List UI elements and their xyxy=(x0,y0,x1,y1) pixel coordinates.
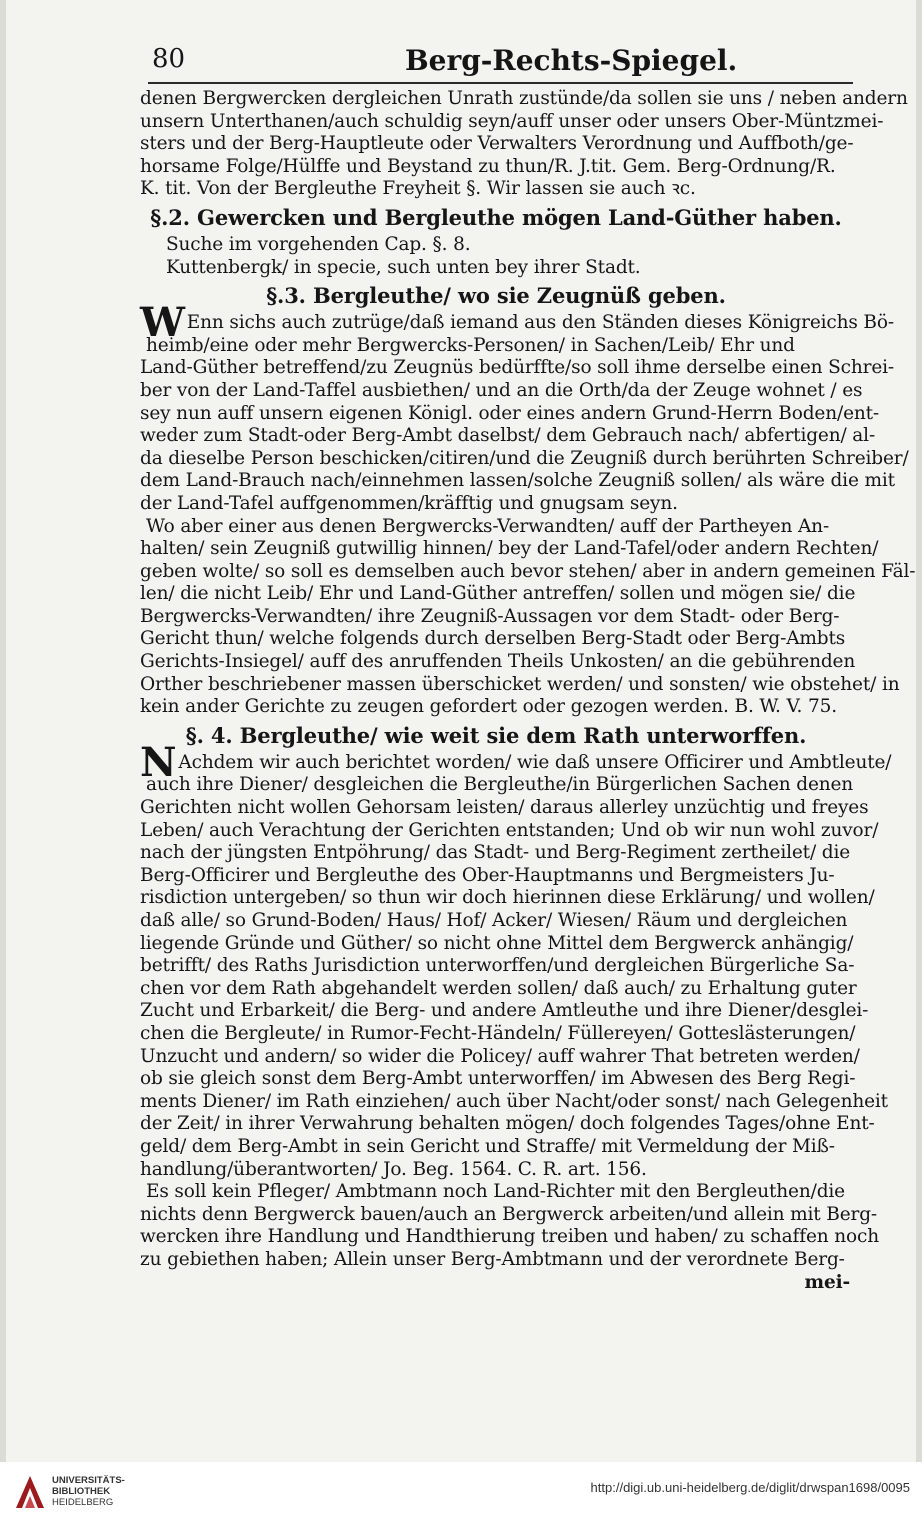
page-edge-right xyxy=(916,0,922,1462)
text-line xyxy=(140,1136,852,1159)
line-text: Gerichts-Insiegel/ auff des anruffenden Theils Unkosten/ an die gebührenden xyxy=(140,651,856,673)
text-line xyxy=(140,1045,860,1069)
line-text: §. 4. Bergleuthe/ wie weit sie dem Rath unterworffen. xyxy=(185,722,807,748)
line-text: len/ die nicht Leib/ Ehr und Land-Güther antreffen/ sollen und mögen sie/ die xyxy=(140,583,856,605)
line-text: kein ander Gerichte zu zeugen gefordert oder gezogen werden. B. W. V. 75. xyxy=(140,696,837,718)
line-text: Land-Güther betreffend/zu Zeugnüs bedürffte/so soll ihme derselbe einen Schrei- xyxy=(140,357,895,379)
line-text: Unzucht und andern/ so wider die Policey/ auff wahrer That betreten werden/ xyxy=(140,1045,860,1067)
line-text: nach der jüngsten Entpöhrung/ das Stadt- und Berg-Regiment zertheilet/ die xyxy=(140,842,851,864)
text-line xyxy=(140,583,856,606)
line-text: wercken ihre Handlung und Handthierung treiben und haben/ zu schaffen noch xyxy=(140,1226,879,1248)
line-text: Wo aber einer aus denen Bergwercks-Verwandten/ auff der Partheyen An- xyxy=(146,515,830,537)
text-line xyxy=(140,1068,856,1091)
text-line xyxy=(140,696,852,719)
text-line xyxy=(140,1113,875,1136)
line-text: Enn sichs auch zutrüge/daß iemand aus den Ständen dieses Königreichs Bö- xyxy=(186,312,894,334)
line-text: der Zeit/ in ihrer Verwahrung behalten mögen/ doch folgendes Tages/ohne Ent- xyxy=(140,1113,875,1135)
text-line xyxy=(140,865,852,888)
line-text: Berg-Officirer und Bergleuthe des Ober-Hauptmanns und Bergmeisters Ju- xyxy=(140,864,835,886)
line-text: Suche im vorgehenden Cap. §. 8. xyxy=(166,233,471,255)
line-text: Gericht thun/ welche folgends durch derselben Berg-Stadt oder Berg-Ambts xyxy=(140,628,846,650)
line-text: halten/ sein Zeugniß gutwillig hinnen/ bey der Land-Tafel/oder andern Rechten/ xyxy=(140,538,879,560)
line-text: sters und der Berg-Hauptleute oder Verwalters Verordnung und Auffboth/ge- xyxy=(140,133,854,155)
line-text: Achdem wir auch berichtet worden/ wie daß unsere Officirer und Ambtleute/ xyxy=(178,751,892,773)
line-text: geben wolte/ so soll es demselben auch bevor stehen/ aber in andern gemeinen Fäl- xyxy=(140,560,916,582)
page-edge-left xyxy=(0,0,6,1462)
page-header xyxy=(140,40,850,80)
text-line xyxy=(140,673,900,697)
text-line xyxy=(140,156,852,179)
line-text: zu gebiethen haben; Allein unser Berg-Ambtmann und der verordnete Berg- xyxy=(140,1248,845,1270)
text-line xyxy=(140,234,852,257)
library-logo-text xyxy=(52,1475,125,1508)
line-text: liegende Gründe und Güther/ so nicht ohne Mittel dem Bergwerck anhängig/ xyxy=(140,932,854,954)
drop-cap: N xyxy=(140,738,177,786)
text-line xyxy=(140,1181,852,1204)
text-line xyxy=(140,560,916,584)
text-line xyxy=(140,797,869,820)
line-text: weder zum Stadt-oder Berg-Ambt daselbst/ dem Gebrauch nach/ abfertigen/ al- xyxy=(140,425,876,447)
line-text: daß alle/ so Grund-Boden/ Haus/ Hof/ Acker/ Wiesen/ Räum und dergleichen xyxy=(140,910,848,931)
text-line xyxy=(140,470,895,493)
text-line xyxy=(140,425,876,448)
line-text: da dieselbe Person beschicken/citiren/und die Zeugniß durch berührten Schreiber/ xyxy=(140,447,909,469)
line-text: Zucht und Erbarkeit/ die Berg- und andere Amtleuthe und ihre Diener/desglei- xyxy=(140,1000,869,1022)
text-line xyxy=(140,110,884,134)
section-heading xyxy=(140,719,852,752)
text-line xyxy=(140,257,852,280)
logo-line-2: BIBLIOTHEK xyxy=(52,1486,111,1497)
text-line xyxy=(140,493,852,516)
line-text: betrifft/ des Raths Jurisdiction unterworffen/und dergleichen Bürgerliche Sa- xyxy=(140,955,855,977)
text-line xyxy=(140,955,855,978)
line-text: risdiction untergeben/ so thun wir doch hierinnen diese Erklärung/ und wollen/ xyxy=(140,887,875,909)
line-text: chen die Bergleute/ in Rumor-Fecht-Händeln/ Füllereyen/ Gotteslästerungen/ xyxy=(140,1022,856,1044)
catchword: mei- xyxy=(804,1271,850,1293)
text-line xyxy=(140,1000,869,1023)
text-line xyxy=(140,538,879,561)
line-text: Kuttenbergk/ in specie, such unten bey ihrer Stadt. xyxy=(166,256,641,278)
text-line xyxy=(140,1022,856,1046)
line-text: Orther beschriebener massen überschicket werden/ und sonsten/ wie obstehet/ in xyxy=(140,673,900,695)
line-text: Leben/ auch Verachtung der Gerichten entstanden; Und ob wir nun wohl zuvor/ xyxy=(140,819,879,841)
text-line xyxy=(140,1203,878,1227)
logo-line-1: UNIVERSITÄTS- xyxy=(52,1475,125,1486)
line-text: nichts denn Bergwerck bauen/auch an Bergwerck arbeiten/und allein mit Berg- xyxy=(140,1203,878,1225)
page-number: 80 xyxy=(152,44,186,74)
text-line xyxy=(140,1249,852,1272)
line-text: dem Land-Brauch nach/einnehmen lassen/solche Zeugniß sollen/ als wäre die mit xyxy=(140,470,895,492)
line-text: der Land-Tafel auffgenommen/kräfftig und gnugsam seyn. xyxy=(140,492,678,514)
text-line xyxy=(140,516,852,539)
line-text: Es soll kein Pfleger/ Ambtmann noch Land-Richter mit den Bergleuthen/die xyxy=(146,1181,845,1203)
text-line xyxy=(140,651,856,674)
line-text: Bergwercks-Verwandten/ ihre Zeugniß-Aussagen vor dem Stadt- oder Berg- xyxy=(140,605,840,627)
text-line xyxy=(140,933,852,956)
line-text: unsern Unterthanen/auch schuldig seyn/auff unser oder unsers Ober-Müntzmei- xyxy=(140,110,884,132)
line-text: §.3. Bergleuthe/ wo sie Zeugnüß geben. xyxy=(266,283,726,309)
text-line xyxy=(140,910,852,933)
text-line xyxy=(140,357,895,380)
line-text: Gerichten nicht wollen Gehorsam leisten/ daraus allerley unzüchtig und freyes xyxy=(140,797,869,819)
line-text: horsame Folge/Hülffe und Beystand zu thun/R. J.tit. Gem. Berg-Ordnung/R. xyxy=(140,155,836,177)
text-line xyxy=(140,1159,852,1182)
line-text: sey nun auff unsern eigenen Königl. oder eines andern Grund-Herrn Boden/ent- xyxy=(140,402,880,424)
library-logo-icon xyxy=(12,1472,48,1512)
text-line xyxy=(140,1226,879,1249)
text-line xyxy=(140,178,852,201)
text-line xyxy=(140,1090,888,1114)
text-line xyxy=(140,133,852,156)
text-line xyxy=(140,887,875,910)
line-text: denen Bergwercken dergleichen Unrath zustünde/da sollen sie uns / neben andern xyxy=(140,88,908,109)
line-text: chen vor dem Rath abgehandelt werden sollen/ daß auch/ zu Erhaltung guter xyxy=(140,977,857,999)
line-text: auch ihre Diener/ desgleichen die Bergleuthe/in Bürgerlichen Sachen denen xyxy=(146,774,854,796)
text-line xyxy=(140,819,879,843)
text-line xyxy=(140,774,852,797)
section-heading xyxy=(140,201,852,234)
text-line xyxy=(140,335,852,358)
text-line xyxy=(140,379,863,403)
text-line xyxy=(140,88,908,111)
line-text: K. tit. Von der Bergleuthe Freyheit §. Wir lassen sie auch ꝛc. xyxy=(140,178,696,200)
section-heading xyxy=(140,279,852,312)
line-text: geld/ dem Berg-Ambt in sein Gericht und Straffe/ mit Vermeldung der Miß- xyxy=(140,1135,835,1157)
line-text: ments Diener/ im Rath einziehen/ auch über Nacht/oder sonst/ nach Gelegenheit xyxy=(140,1090,888,1112)
text-line xyxy=(140,447,909,471)
text-line xyxy=(140,628,852,651)
body-text xyxy=(140,88,916,1294)
line-text: heimb/eine oder mehr Bergwercks-Personen/ in Sachen/Leib/ Ehr und xyxy=(146,334,795,356)
line-text: §.2. Gewercken und Bergleuthe mögen Land-Güther haben. xyxy=(150,204,842,230)
logo-line-3: HEIDELBERG xyxy=(52,1497,114,1508)
text-line xyxy=(140,977,857,1001)
line-text: handlung/überantworten/ Jo. Beg. 1564. C. R. art. 156. xyxy=(140,1158,647,1180)
header-rule xyxy=(148,82,853,84)
source-url[interactable]: http://digi.ub.uni-heidelberg.de/diglit/drwspan1698/0095 xyxy=(590,1480,910,1495)
line-text: ber von der Land-Taffel ausbiethen/ und an die Orth/da der Zeuge wohnet / es xyxy=(140,379,863,401)
drop-cap: W xyxy=(140,299,185,347)
footer-bar xyxy=(0,1462,922,1531)
line-text: ob sie gleich sonst dem Berg-Ambt unterworffen/ im Abwesen des Berg Regi- xyxy=(140,1068,856,1090)
text-line xyxy=(140,842,852,865)
running-title: Berg-Rechts-Spiegel. xyxy=(405,44,738,77)
text-line xyxy=(140,606,852,629)
text-line xyxy=(140,402,880,426)
